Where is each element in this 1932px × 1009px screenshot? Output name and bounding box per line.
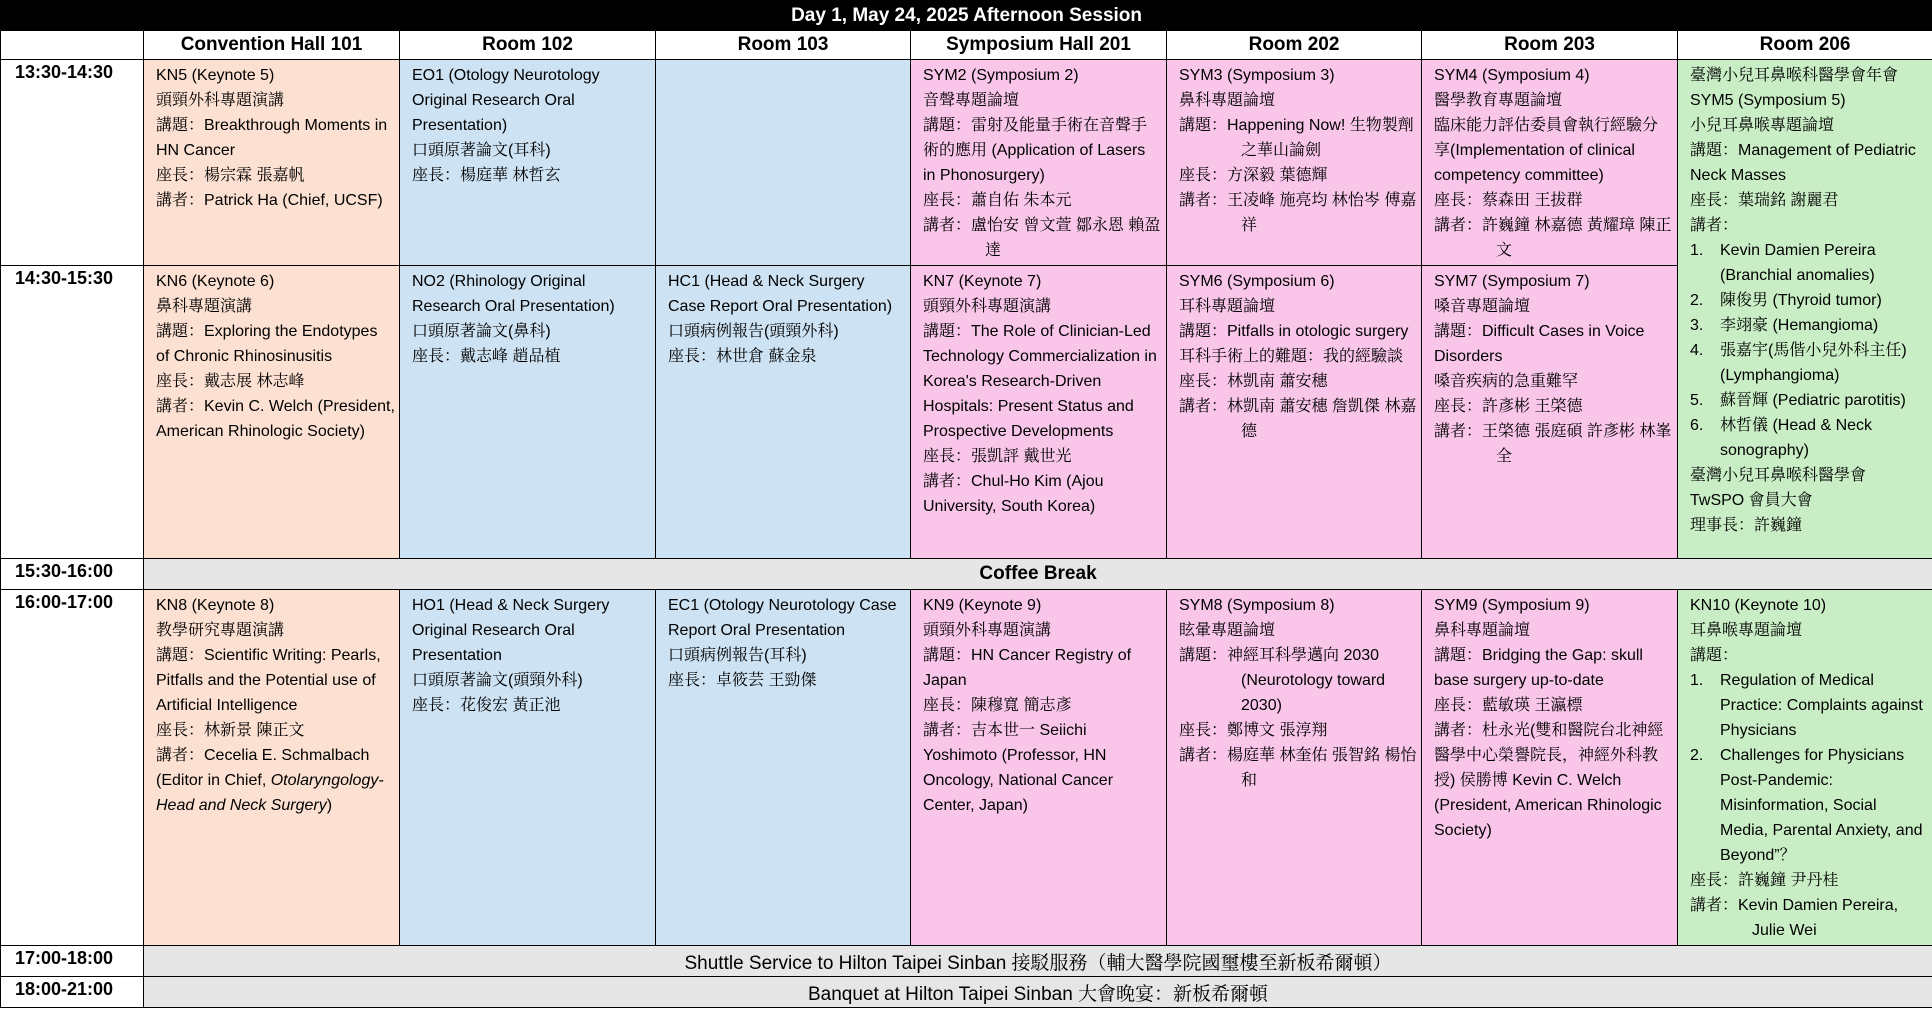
session-topic: 講題：Happening Now! 生物製劑之華山論劍 <box>1179 117 1414 159</box>
speaker-list-item <box>1690 288 1928 313</box>
session-code: EO1 (Otology Neurotology Original Research Oral Presentation) <box>412 67 600 134</box>
session-type: 音聲專題論壇 <box>923 92 1020 109</box>
session-topic: 臨床能力評估委員會執行經驗分享(Implementation of clinical competency committee) <box>1434 117 1659 184</box>
session-speakers-label: 講者： <box>1690 217 1739 234</box>
list-number: 4. <box>1690 342 1704 359</box>
list-text: 張嘉宇(馬偕小兒外科主任) (Lymphangioma) <box>1720 342 1907 384</box>
time-slot: 18:00-21:00 <box>1 977 144 1008</box>
time-slot: 13:30-14:30 <box>1 60 144 266</box>
session-type: 口頭原著論文(鼻科) <box>412 323 551 340</box>
session-cell <box>1422 266 1678 559</box>
session-topic: 講題：Breakthrough Moments in HN Cancer <box>156 117 388 159</box>
speaker-list-item <box>1690 238 1928 288</box>
session-cell <box>1167 266 1422 559</box>
session-code: HO1 (Head & Neck Surgery Original Research Oral Presentation <box>412 597 610 664</box>
session-cell <box>400 60 656 266</box>
society-president: 理事長：許巍鐘 <box>1690 517 1803 534</box>
speaker-list-item <box>1690 338 1928 388</box>
session-chairs: 座長：楊庭華 林哲玄 <box>412 167 561 184</box>
session-cell <box>1422 60 1678 266</box>
list-text: 陳俊男 (Thyroid tumor) <box>1720 292 1882 309</box>
session-topic: 講題：Difficult Cases in Voice Disorders <box>1434 323 1645 365</box>
general-assembly: TwSPO 會員大會 <box>1690 492 1813 509</box>
list-number: 3. <box>1690 317 1704 334</box>
time-slot: 14:30-15:30 <box>1 266 144 559</box>
session-topic: 講題：Scientific Writing: Pearls, Pitfalls and the Potential use of Artificial Intelligence <box>156 647 381 714</box>
session-speakers: 講者：林凱南 蕭安穗 詹凱傑 林嘉德 <box>1179 398 1417 440</box>
session-type: 鼻科專題論壇 <box>1434 622 1531 639</box>
session-topic: 講題：Management of Pediatric Neck Masses <box>1690 142 1916 184</box>
list-number: 1. <box>1690 672 1704 689</box>
session-chairs: 座長：林世倉 蘇金泉 <box>668 348 817 365</box>
session-topic: 講題：神經耳科學邁向 2030 (Neurotology toward 2030) <box>1179 647 1386 714</box>
session-cell <box>1167 60 1422 266</box>
session-chairs: 座長：方深毅 葉德輝 <box>1179 167 1328 184</box>
session-speakers: 講者：盧怡安 曾文萱 鄒永恩 賴盈達 <box>923 217 1161 259</box>
session-cell <box>1678 60 1932 559</box>
session-type: 鼻科專題演講 <box>156 298 253 315</box>
society-meeting-title: 臺灣小兒耳鼻喉科醫學會年會 <box>1690 67 1899 84</box>
shuttle-service: Shuttle Service to Hilton Taipei Sinban 接駁服務（輔大醫學院國璽樓至新板希爾頓） <box>144 946 1932 977</box>
session-code: SYM3 (Symposium 3) <box>1179 67 1335 84</box>
session-cell <box>144 590 400 946</box>
session-chairs: 座長：蕭自佑 朱本元 <box>923 192 1072 209</box>
session-type: 耳科專題論壇 <box>1179 298 1276 315</box>
session-type: 鼻科專題論壇 <box>1179 92 1276 109</box>
speaker-text: 講者：Cecelia E. Schmalbach (Editor in Chief, <box>156 747 370 789</box>
session-type: 小兒耳鼻喉專題論壇 <box>1690 117 1835 134</box>
session-topic: 講題：The Role of Clinician-Led Technology Commercialization in Korea's Research-Driven Hospitals: Present Status and Prospective Developments <box>923 323 1157 440</box>
session-topic: 講題：雷射及能量手術在音聲手術的應用 (Application of Lasers in Phonosurgery) <box>923 117 1148 184</box>
session-chairs: 座長：林新景 陳正文 <box>156 722 305 739</box>
session-chairs: 座長：許彥彬 王棨德 <box>1434 398 1583 415</box>
session-cell <box>400 266 656 559</box>
session-cell <box>1678 590 1932 946</box>
session-code: SYM7 (Symposium 7) <box>1434 273 1590 290</box>
room-header: Room 203 <box>1422 31 1678 60</box>
society-name: 臺灣小兒耳鼻喉科醫學會 <box>1690 467 1867 484</box>
session-code: EC1 (Otology Neurotology Case Report Oral Presentation <box>668 597 897 639</box>
list-number: 6. <box>1690 417 1704 434</box>
time-slot: 15:30-16:00 <box>1 559 144 590</box>
session-code: NO2 (Rhinology Original Research Oral Presentation) <box>412 273 615 315</box>
session-chairs: 座長：葉瑞銘 謝麗君 <box>1690 192 1839 209</box>
session-cell <box>400 590 656 946</box>
session-chairs: 座長：鄭博文 張淳翔 <box>1179 722 1328 739</box>
speaker-list-item <box>1690 388 1928 413</box>
session-code: SYM9 (Symposium 9) <box>1434 597 1590 614</box>
session-type: 口頭原著論文(頭頸外科) <box>412 672 583 689</box>
session-topic: 講題：Pitfalls in otologic surgery 耳科手術上的難題：我的經驗談 <box>1179 323 1409 365</box>
session-speakers: 講者：王棨德 張庭碩 許彥彬 林峯全 <box>1434 423 1672 465</box>
list-number: 5. <box>1690 392 1704 409</box>
banquet: Banquet at Hilton Taipei Sinban 大會晚宴：新板希爾頓 <box>144 977 1932 1008</box>
coffee-break: Coffee Break <box>144 559 1932 590</box>
session-code: KN9 (Keynote 9) <box>923 597 1042 614</box>
session-type: 耳鼻喉專題論壇 <box>1690 622 1803 639</box>
session-chairs: 座長：張凱評 戴世光 <box>923 448 1072 465</box>
time-slot: 16:00-17:00 <box>1 590 144 946</box>
session-speakers: 講者：楊庭華 林奎佑 張智銘 楊怡和 <box>1179 747 1417 789</box>
page-title: Day 1, May 24, 2025 Afternoon Session <box>1 1 1932 31</box>
session-code: KN7 (Keynote 7) <box>923 273 1042 290</box>
session-type: 嗓音專題論壇 <box>1434 298 1531 315</box>
empty-session-cell <box>656 60 911 266</box>
session-cell <box>144 266 400 559</box>
topic-list-item <box>1690 743 1928 868</box>
list-text: Kevin Damien Pereira (Branchial anomalies) <box>1720 242 1876 284</box>
list-number: 2. <box>1690 292 1704 309</box>
session-code: SYM8 (Symposium 8) <box>1179 597 1335 614</box>
session-speakers: 講者：吉本世一 Seiichi Yoshimoto (Professor, HN Oncology, National Cancer Center, Japan) <box>923 722 1114 814</box>
session-cell <box>1167 590 1422 946</box>
session-type: 頭頸外科專題演講 <box>923 298 1052 315</box>
session-cell <box>1422 590 1678 946</box>
session-cell <box>144 60 400 266</box>
session-code: KN5 (Keynote 5) <box>156 67 275 84</box>
session-chairs: 座長：戴志展 林志峰 <box>156 373 305 390</box>
room-header: Convention Hall 101 <box>144 31 400 60</box>
session-speakers: 講者：許巍鐘 林嘉德 黃耀璋 陳正文 <box>1434 217 1672 259</box>
session-type: 頭頸外科專題演講 <box>923 622 1052 639</box>
session-type: 口頭病例報告(耳科) <box>668 647 807 664</box>
session-chairs: 座長：卓筱芸 王勁傑 <box>668 672 817 689</box>
session-cell <box>911 60 1167 266</box>
speaker-list-item <box>1690 413 1928 463</box>
session-type: 頭頸外科專題演講 <box>156 92 285 109</box>
session-chairs: 座長：陳穆寬 簡志彥 <box>923 697 1072 714</box>
session-topic: 講題：Exploring the Endotypes of Chronic Rhinosinusitis <box>156 323 378 365</box>
list-number: 2. <box>1690 747 1704 764</box>
session-type: 口頭病例報告(頭頸外科) <box>668 323 839 340</box>
session-speakers: 講者：Patrick Ha (Chief, UCSF) <box>156 192 383 209</box>
session-topic-label: 講題： <box>1690 647 1739 664</box>
session-chairs: 座長：藍敏瑛 王瀛標 <box>1434 697 1583 714</box>
session-chairs: 座長：蔡森田 王拔群 <box>1434 192 1583 209</box>
session-chairs: 座長：戴志峰 趙品植 <box>412 348 561 365</box>
session-type: 眩暈專題論壇 <box>1179 622 1276 639</box>
list-text: 李翊豪 (Hemangioma) <box>1720 317 1879 334</box>
speaker-list-item <box>1690 313 1928 338</box>
session-topic: 講題：HN Cancer Registry of Japan <box>923 647 1132 689</box>
room-header: Room 202 <box>1167 31 1422 60</box>
session-speakers: 講者：Kevin C. Welch (President, American Rhinologic Society) <box>156 398 395 440</box>
session-code: KN8 (Keynote 8) <box>156 597 275 614</box>
session-type: 醫學教育專題論壇 <box>1434 92 1563 109</box>
session-speakers: 講者：Kevin Damien Pereira, Julie Wei <box>1690 897 1899 939</box>
session-cell <box>911 590 1167 946</box>
session-code: HC1 (Head & Neck Surgery Case Report Oral Presentation) <box>668 273 893 315</box>
session-code: KN6 (Keynote 6) <box>156 273 275 290</box>
session-chairs: 座長：楊宗霖 張嘉帆 <box>156 167 305 184</box>
time-column-header <box>1 31 144 60</box>
session-code: SYM6 (Symposium 6) <box>1179 273 1335 290</box>
session-type: 教學研究專題演講 <box>156 622 285 639</box>
session-code: SYM5 (Symposium 5) <box>1690 92 1846 109</box>
session-speakers: 講者：杜永光(雙和醫院台北神經醫學中心榮譽院長，神經外科教授) 侯勝博 Kevin C. Welch (President, American Rhinologic Society) <box>1434 722 1664 839</box>
session-cell <box>911 266 1167 559</box>
session-topic: 講題：Bridging the Gap: skull base surgery up-to-date <box>1434 647 1643 689</box>
topic-list-item <box>1690 668 1928 743</box>
session-code: KN10 (Keynote 10) <box>1690 597 1827 614</box>
closing-paren: ) <box>326 797 333 814</box>
session-cell <box>656 266 911 559</box>
session-code: SYM2 (Symposium 2) <box>923 67 1079 84</box>
list-text: 林哲儀 (Head & Neck sonography) <box>1720 417 1873 459</box>
session-speakers: 講者：Chul-Ho Kim (Ajou University, South Korea) <box>923 473 1104 515</box>
session-speakers <box>156 743 395 818</box>
session-chairs: 座長：許巍鐘 尹丹桂 <box>1690 872 1839 889</box>
session-topic-zh: 嗓音疾病的急重難罕 <box>1434 373 1579 390</box>
list-text: 蘇晉輝 (Pediatric parotitis) <box>1720 392 1906 409</box>
room-header: Room 103 <box>656 31 911 60</box>
session-speakers: 講者：王凌峰 施亮均 林怡岑 傅嘉祥 <box>1179 192 1417 234</box>
session-cell <box>656 590 911 946</box>
room-header: Room 102 <box>400 31 656 60</box>
session-chairs: 座長：花俊宏 黃正池 <box>412 697 561 714</box>
list-text: Challenges for Physicians Post-Pandemic: Misinformation, Social Media, Parental Anxiety, and Beyond”？ <box>1720 747 1923 864</box>
list-number: 1. <box>1690 242 1704 259</box>
journal-name: Otolaryngology-Head and Neck Surgery <box>156 772 384 814</box>
session-chairs: 座長：林凱南 蕭安穗 <box>1179 373 1328 390</box>
room-header: Symposium Hall 201 <box>911 31 1167 60</box>
list-text: Regulation of Medical Practice: Complaints against Physicians <box>1720 672 1923 739</box>
session-type: 口頭原著論文(耳科) <box>412 142 551 159</box>
session-code: SYM4 (Symposium 4) <box>1434 67 1590 84</box>
room-header: Room 206 <box>1678 31 1932 60</box>
time-slot: 17:00-18:00 <box>1 946 144 977</box>
